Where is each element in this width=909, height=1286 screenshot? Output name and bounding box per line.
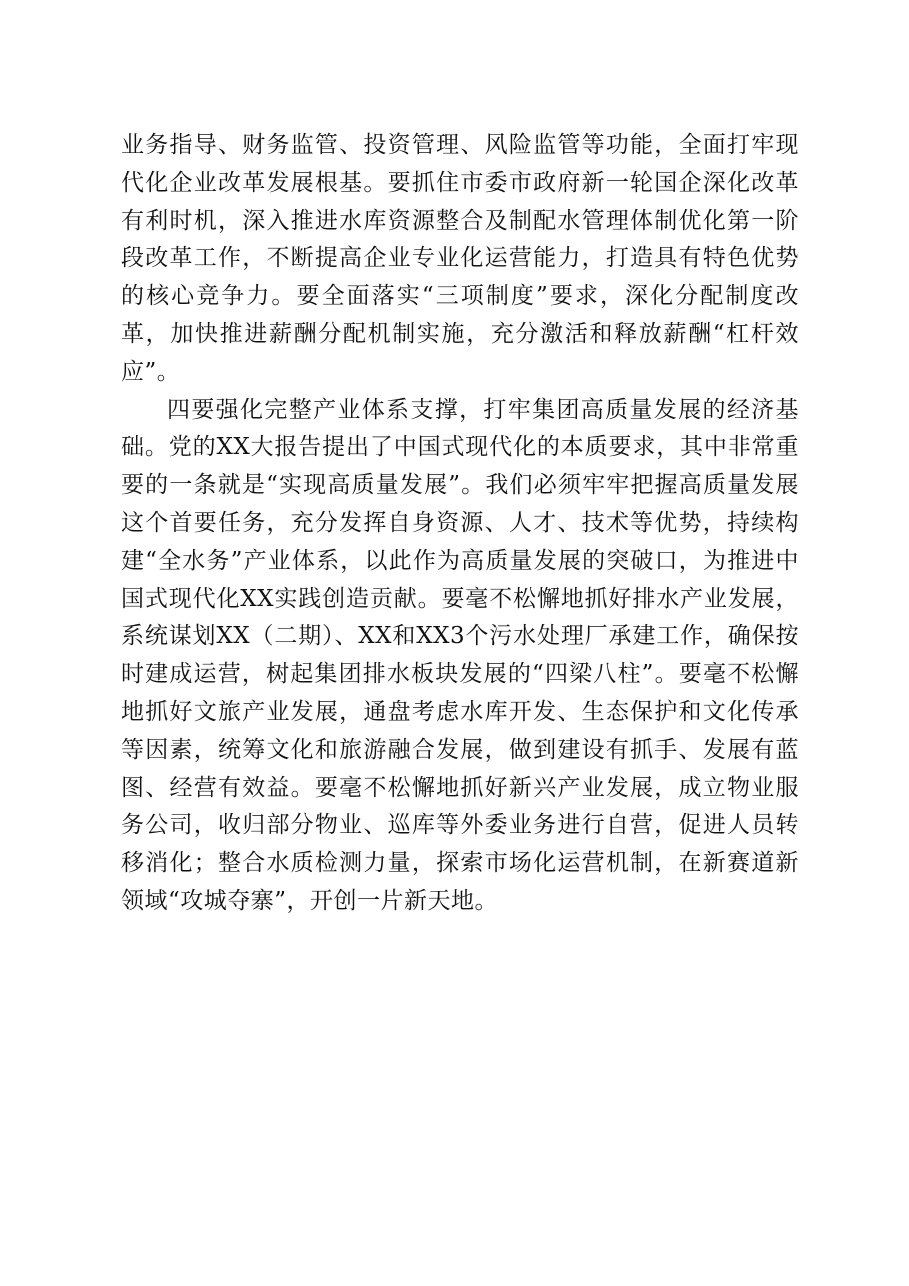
paragraph-industry-system: 四要强化完整产业体系支撑，打牢集团高质量发展的经济基础。党的XX大报告提出了中国式现代化的本质要求，其中非常重要的一条就是“实现高质量发展”。我们必须牢牢把握高质量发展这个首要任务，充分发挥自身资源、人才、技术等优势，持续构建“全水务”产业体系，以此作为高质量发展的突破口，为推进中国式现代化XX实践创造贡献。要毫不松懈地抓好排水产业发展，系统谋划XX（二期）、XX和XX3个污水处理厂承建工作，确保按时建成运营，树起集团排水板块发展的“四梁八柱”。要毫不松懈地抓好文旅产业发展，通盘考虑水库开发、生态保护和文化传承等因素，统筹文化和旅游融合发展，做到建设有抓手、发展有蓝图、经营有效益。要毫不松懈地抓好新兴产业发展，成立物业服务公司，收归部分物业、巡库等外委业务进行自营，促进人员转移消化；整合水质检测力量，探索市场化运营机制，在新赛道新领域“攻城夺寨”，开创一片新天地。 — [121, 396, 799, 914]
document-body — [121, 127, 799, 921]
paragraph-continued: 业务指导、财务监管、投资管理、风险监管等功能，全面打牢现代化企业改革发展根基。要抓住市委市政府新一轮国企深化改革有利时机，深入推进水库资源整合及制配水管理体制优化第一阶段改革工作，不断提高企业专业化运营能力，打造具有特色优势的核心竞争力。要全面落实“三项制度”要求，深化分配制度改革，加快推进薪酬分配机制实施，充分激活和释放薪酬“杠杆效应”。 — [121, 132, 799, 385]
